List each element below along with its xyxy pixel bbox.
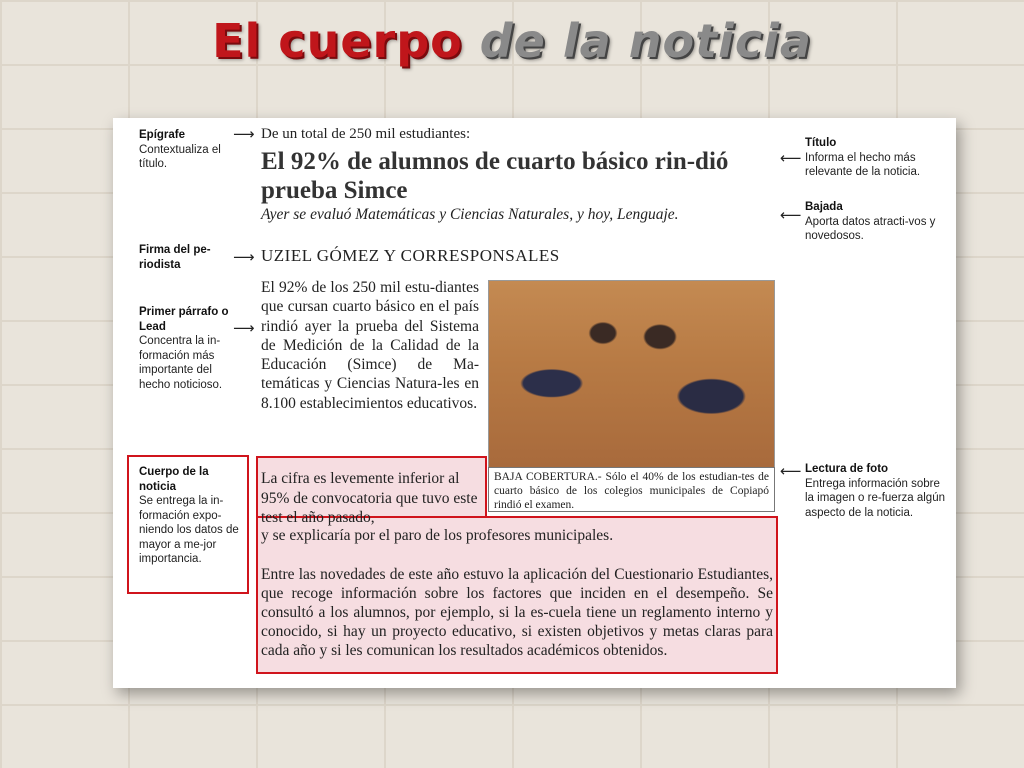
- label-lectura-desc: Entrega información sobre la imagen o re-fuerza algún aspecto de la noticia.: [805, 477, 945, 519]
- article-body-p2: Entre las novedades de este año estuvo la aplicación del Cuestionario Estudiantes, que recoge información sobre los factores que inciden en el desempeño. Se consultó a los alumnos, por ejemplo, si la es-cuela tiene un reglamento interno y conocido, si hay un proyecto educativo, si existen objetivos y metas claras para cada año y si les comunican los resultados académicos obtenidos.: [261, 566, 773, 659]
- label-epigrafe-desc: Contextualiza el título.: [139, 143, 221, 170]
- title-part-1: El cuerpo: [212, 14, 463, 68]
- arrow-left-icon: ⟵: [780, 206, 802, 224]
- arrow-right-icon: ⟶: [233, 125, 255, 143]
- title-part-2: de la noticia: [479, 14, 812, 68]
- label-bajada: [805, 200, 945, 244]
- label-firma: [139, 243, 233, 272]
- classroom-photo: [488, 280, 775, 468]
- slide-title: [0, 14, 1024, 68]
- article-body-p1: La cifra es levemente inferior al 95% de convocatoria que tuvo este test el año pasado,: [261, 470, 478, 526]
- label-epigrafe-title: Epígrafe: [139, 129, 186, 141]
- label-lead: [139, 305, 235, 392]
- arrow-left-icon: ⟵: [780, 149, 802, 167]
- label-lectura: [805, 462, 945, 520]
- article-bajada: Ayer se evaluó Matemáticas y Ciencias Naturales, y hoy, Lenguaje.: [261, 206, 679, 223]
- label-cuerpo-title: Cuerpo de la noticia: [139, 466, 209, 493]
- label-cuerpo: [139, 465, 239, 567]
- label-titulo-title: Título: [805, 137, 837, 149]
- newspaper-page: [113, 118, 956, 688]
- article-body-p1-end: y se explicaría por el paro de los profesores municipales.: [261, 527, 614, 544]
- arrow-left-icon: ⟵: [780, 462, 802, 480]
- label-bajada-title: Bajada: [805, 201, 843, 213]
- article-headline: El 92% de alumnos de cuarto básico rin-dió prueba Simce: [261, 148, 729, 204]
- label-lectura-title: Lectura de foto: [805, 463, 889, 475]
- label-lead-title: Primer párrafo o Lead: [139, 306, 229, 333]
- arrow-right-icon: ⟶: [233, 319, 255, 337]
- label-cuerpo-desc: Se entrega la in-formación expo-niendo los datos de mayor a me-jor importancia.: [139, 495, 239, 565]
- label-bajada-desc: Aporta datos atracti-vos y novedosos.: [805, 215, 936, 242]
- label-titulo-desc: Informa el hecho más relevante de la noticia.: [805, 151, 921, 178]
- arrow-right-icon: ⟶: [233, 248, 255, 266]
- article-lead: El 92% de los 250 mil estu-diantes que cursan cuarto básico en el país rindió ayer la prueba del Sistema de Medición de la Calidad de la Educación (Simce) de Ma-temáticas y Ciencias Natura-les en 8.100 establecimientos educativos.: [261, 279, 479, 412]
- label-lead-desc: Concentra la in-formación más importante del hecho noticioso.: [139, 335, 223, 391]
- article-epigrafe: De un total de 250 mil estudiantes:: [261, 126, 471, 142]
- article-byline: UZIEL GÓMEZ Y CORRESPONSALES: [261, 246, 560, 265]
- label-epigrafe: [139, 128, 243, 172]
- label-firma-title: Firma del pe-riodista: [139, 244, 211, 271]
- label-titulo: [805, 136, 945, 180]
- photo-caption: BAJA COBERTURA.- Sólo el 40% de los estudian-tes de cuarto básico de los colegios municipales de Copiapó rindió el examen.: [488, 467, 775, 512]
